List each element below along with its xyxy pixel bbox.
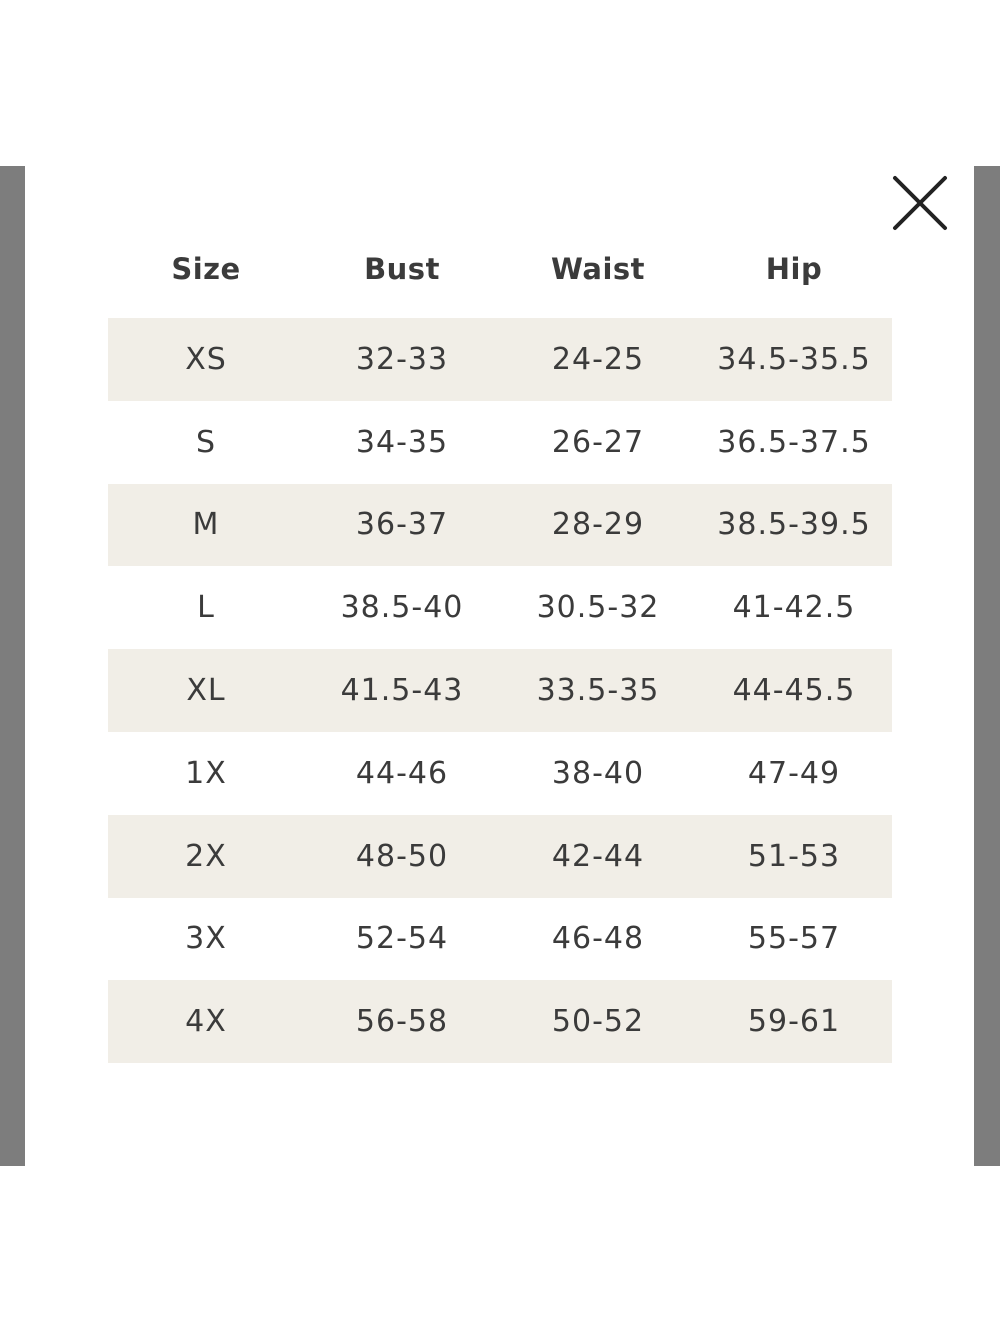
bust-cell: 38.5-40	[340, 590, 464, 626]
hip-cell: 36.5-37.5	[717, 424, 871, 460]
size-cell: 2X	[185, 838, 227, 874]
size-cell: XL	[186, 673, 226, 709]
waist-cell: 30.5-32	[536, 590, 660, 626]
bust-cell: 52-54	[355, 921, 449, 957]
modal-overlay	[0, 166, 1000, 1166]
bust-cell: 34-35	[355, 424, 449, 460]
table-row	[108, 980, 892, 1063]
table-row	[108, 318, 892, 401]
hip-cell: 55-57	[747, 921, 841, 957]
hip-cell: 59-61	[747, 1004, 841, 1040]
bust-cell: 48-50	[355, 838, 449, 874]
size-cell: 4X	[185, 1004, 227, 1040]
table-row	[108, 732, 892, 815]
table-row	[108, 566, 892, 649]
hip-cell: 51-53	[747, 838, 841, 874]
size-cell: L	[197, 590, 215, 626]
waist-cell: 38-40	[551, 755, 645, 791]
bust-cell: 36-37	[355, 507, 449, 543]
size-chart-modal	[25, 166, 974, 1166]
hip-cell: 47-49	[747, 755, 841, 791]
size-cell: XS	[185, 341, 227, 377]
table-header-row	[108, 220, 892, 318]
table-row	[108, 649, 892, 732]
bust-cell: 44-46	[355, 755, 449, 791]
waist-cell: 24-25	[551, 341, 645, 377]
waist-cell: 26-27	[551, 424, 645, 460]
waist-cell: 28-29	[551, 507, 645, 543]
bust-cell: 56-58	[355, 1004, 449, 1040]
hip-cell: 41-42.5	[732, 590, 856, 626]
size-cell: S	[195, 424, 217, 460]
table-row	[108, 898, 892, 981]
waist-cell: 33.5-35	[536, 673, 660, 709]
waist-cell: 46-48	[551, 921, 645, 957]
table-row	[108, 815, 892, 898]
size-cell: M	[192, 507, 220, 543]
size-cell: 1X	[185, 755, 227, 791]
hip-cell: 44-45.5	[732, 673, 856, 709]
close-icon	[891, 174, 949, 232]
header-waist: Waist	[550, 252, 646, 286]
bust-cell: 41.5-43	[340, 673, 464, 709]
header-hip: Hip	[765, 252, 823, 286]
size-chart-table	[108, 220, 892, 1063]
table-row	[108, 484, 892, 567]
header-size: Size	[171, 252, 241, 286]
bust-cell: 32-33	[355, 341, 449, 377]
hip-cell: 38.5-39.5	[717, 507, 871, 543]
table-row	[108, 401, 892, 484]
waist-cell: 42-44	[551, 838, 645, 874]
size-cell: 3X	[185, 921, 227, 957]
hip-cell: 34.5-35.5	[717, 341, 871, 377]
waist-cell: 50-52	[551, 1004, 645, 1040]
header-bust: Bust	[364, 252, 440, 286]
close-button[interactable]	[891, 174, 949, 232]
